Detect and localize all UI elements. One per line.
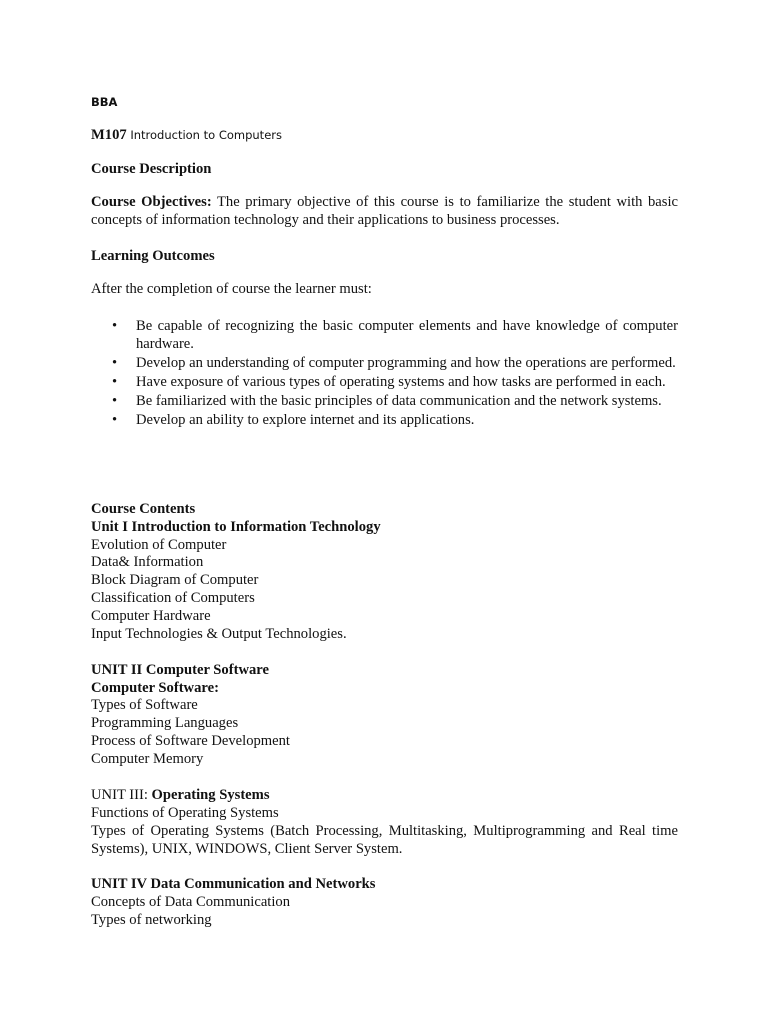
- list-item: [91, 373, 678, 391]
- unit-4-title: UNIT IV Data Communication and Networks: [91, 876, 376, 892]
- unit-3-heading: [91, 786, 270, 804]
- outcomes-list: [91, 317, 678, 430]
- learning-outcomes-heading: Learning Outcomes: [91, 248, 215, 264]
- course-title: Introduction to Computers: [130, 128, 282, 142]
- course-objectives-paragraph: [91, 193, 678, 229]
- unit-1-item: Computer Hardware: [91, 608, 211, 624]
- bullet-icon: •: [112, 318, 118, 334]
- outcomes-intro: After the completion of course the learner must:: [91, 281, 372, 297]
- outcome-text: Develop an ability to explore internet and its applications.: [136, 412, 475, 428]
- bullet-icon: •: [112, 355, 118, 371]
- list-item: [91, 354, 678, 372]
- unit-4-item: Concepts of Data Communication: [91, 894, 291, 910]
- unit-1-item: Evolution of Computer: [91, 537, 227, 553]
- unit-2-subtitle: Computer Software:: [91, 680, 219, 696]
- unit-1-item: Input Technologies & Output Technologies.: [91, 626, 347, 642]
- course-heading: [91, 126, 282, 144]
- outcome-text: Develop an understanding of computer programming and how the operations are performed.: [136, 355, 676, 371]
- list-item: [91, 411, 678, 429]
- unit-2-item: Programming Languages: [91, 715, 239, 731]
- bullet-icon: •: [112, 393, 118, 409]
- unit-1-item: Data& Information: [91, 554, 204, 570]
- objectives-label: Course Objectives:: [91, 194, 212, 210]
- unit-3-prefix: UNIT III:: [91, 787, 148, 803]
- course-code: M107: [91, 127, 127, 143]
- outcome-text: Be familiarized with the basic principles of data communication and the network systems.: [136, 393, 662, 409]
- outcome-text: Have exposure of various types of operating systems and how tasks are performed in each.: [136, 374, 666, 390]
- unit-3-item: Functions of Operating Systems: [91, 805, 279, 821]
- unit-2-item: Process of Software Development: [91, 733, 290, 749]
- list-item: [91, 392, 678, 410]
- course-contents-heading: Course Contents: [91, 501, 196, 517]
- unit-2-item: Computer Memory: [91, 751, 204, 767]
- program-label: BBA: [91, 95, 118, 109]
- bullet-icon: •: [112, 412, 118, 428]
- unit-1-title: Unit I Introduction to Information Technology: [91, 519, 381, 535]
- unit-2-item: Types of Software: [91, 697, 198, 713]
- bullet-icon: •: [112, 374, 118, 390]
- document-page: [91, 0, 678, 1024]
- list-item: [91, 317, 678, 353]
- unit-4-item: Types of networking: [91, 912, 212, 928]
- unit-2-title: UNIT II Computer Software: [91, 662, 269, 678]
- unit-1-item: Block Diagram of Computer: [91, 572, 259, 588]
- outcome-text: Be capable of recognizing the basic computer elements and have knowledge of computer hardware.: [136, 318, 678, 352]
- objectives-text: The primary objective of this course is to familiarize the student with basic concepts of information technology and their applications to business processes.: [91, 194, 678, 228]
- unit-1-item: Classification of Computers: [91, 590, 255, 606]
- unit-3-item: Types of Operating Systems (Batch Processing, Multitasking, Multiprogramming and Real time Systems), UNIX, WINDOWS, Client Server System.: [91, 823, 678, 857]
- unit-3-title: Operating Systems: [151, 787, 270, 803]
- course-description-heading: Course Description: [91, 161, 212, 177]
